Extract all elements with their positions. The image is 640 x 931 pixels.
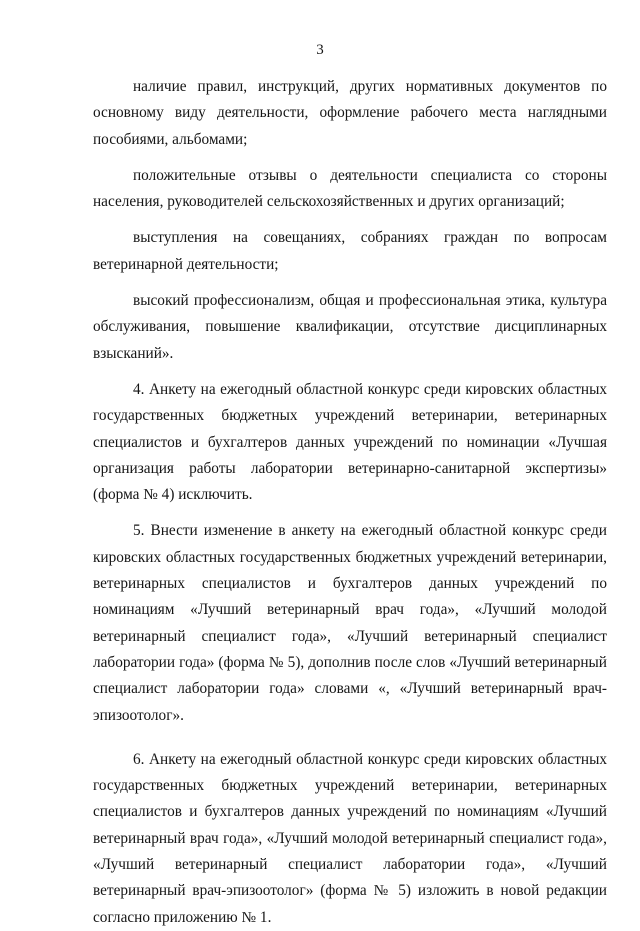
paragraph-rules-availability: наличие правил, инструкций, других нормативных документов по основному виду деятельности, оформление рабочего места наглядными пособиями, альбомами; [93,78,607,148]
paragraph-positive-feedback: положительные отзывы о деятельности специалиста со стороны населения, руководителей сельскохозяйственных и других организаций; [93,166,607,211]
paragraph-professionalism: высокий профессионализм, общая и профессиональная этика, культура обслуживания, повышение квалификации, отсутствие дисциплинарных взысканий». [93,292,607,362]
document-body [93,74,607,931]
paragraph-item-6: 6. Анкету на ежегодный областной конкурс среди кировских областных государственных бюджетных учреждений ветеринарии, ветеринарных специалистов и бухгалтеров данных учреждений по номинациям «Лучший ветеринарный врач года», «Лучший молодой ветеринарный специалист года», «Лучший ветеринарный специалист лаборатории года», «Лучший ветеринарный врач-эпизоотолог» (форма № 5) изложить в новой редакции согласно приложению № 1. [93,750,607,926]
paragraph-item-5: 5. Внести изменение в анкету на ежегодный областной конкурс среди кировских областных государственных бюджетных учреждений ветеринарии, ветеринарных специалистов и бухгалтеров данных учреждений по номинациям «Лучший ветеринарный врач года», «Лучший молодой ветеринарный специалист года», «Лучший ветеринарный специалист лаборатории года» (форма № 5), дополнив после слов «Лучший ветеринарный специалист лаборатории года» словами «, «Лучший ветеринарный врач-эпизоотолог». [93,522,607,724]
paragraph-public-speaking: выступления на совещаниях, собраниях граждан по вопросам ветеринарной деятельности; [93,229,607,273]
paragraph-item-4: 4. Анкету на ежегодный областной конкурс среди кировских областных государственных бюджетных учреждений ветеринарии, ветеринарных специалистов и бухгалтеров данных учреждений по номинации «Лучшая организация работы лаборатории ветеринарно-санитарной экспертизы» (форма № 4) исключить. [93,380,607,504]
page-number: 3 [316,42,324,58]
